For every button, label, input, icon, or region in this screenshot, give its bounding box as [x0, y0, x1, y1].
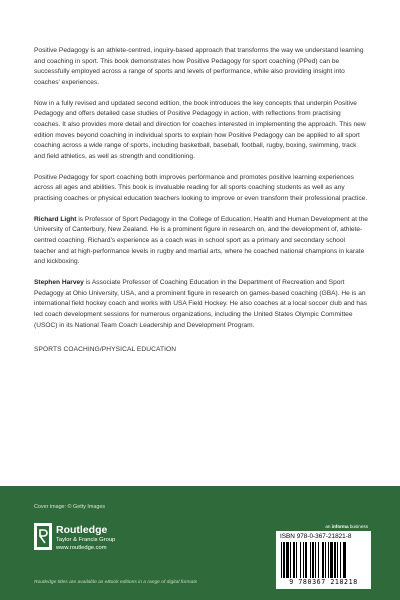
informa-suffix: business — [348, 524, 368, 529]
ebook-note: Routledge titles are available as eBook editions in a range of digital formats — [34, 580, 198, 585]
publisher-logo — [34, 523, 164, 553]
author-name: Stephen Harvey — [34, 279, 84, 287]
blurb-paragraph-1: Positive Pedagogy is an athlete-centred, inquiry-based approach that transforms the way we understand learning and coaching in sport. This book demonstrates how Positive Pedagogy for sport coaching (PPed) can be successfully employed across a range of sports and levels of performance, while also providing insight into coaches' experiences. — [34, 47, 364, 86]
routledge-logo-icon — [34, 523, 52, 550]
cover-image-credit: Cover image: © Getty Images — [34, 504, 106, 510]
subject-category: SPORTS COACHING/PHYSICAL EDUCATION — [34, 346, 177, 354]
isbn-label: ISBN 978-0-367-21821-8 — [280, 533, 352, 540]
publisher-footer — [0, 486, 400, 600]
blurb-paragraph-3: Positive Pedagogy for sport coaching both improves performance and promotes positive learning experiences across all ages and abilities. This book is invaluable reading for all sports coaching students as well as any practising coaches or physical education teachers looking to improve or even transform their professional practice. — [34, 173, 368, 202]
informa-brand: informa — [331, 524, 349, 529]
isbn-barcode-box — [276, 531, 371, 589]
author-bio-text: is Professor of Sport Pedagogy in the College of Education, Health and Human Development at the University of Canterbury, New Zealand. He is a prominent figure in research on, and the development of, athlete-centred coaching. Richard's experience as a coach was in school sport as a primary and secondary school teacher and at high-performance levels in rugby and martial arts, where he coached national champions in karate and kickboxing. — [34, 215, 368, 266]
blurb-paragraph-2: Now in a fully revised and updated second edition, the book introduces the key concepts that underpin Positive Pedagogy and offers detailed case studies of Positive Pedagogy in action, with reflections from practising coaches. It also provides more detail and direction for coaches interested in implementing the approach. This new edition moves beyond coaching in individual sports to explain how Positive Pedagogy can be applied to all sport coaching across a wide range of sports, including basketball, baseball, football, rugby, boxing, swimming, track and field athletics, as well as strength and conditioning. — [34, 99, 366, 160]
content-column — [34, 46, 368, 355]
author-name: Richard Light — [34, 215, 77, 223]
barcode-icon — [280, 542, 367, 578]
author-bio-harvey — [34, 278, 368, 331]
informa-prefix: an — [325, 524, 332, 529]
author-bio-text: is Associate Professor of Coaching Education in the Department of Recreation and Sport Pedagogy at Ohio University, USA, and a prominent figure in research on games-based coaching (GBA). He is an international field hockey coach and works with USA Field Hockey. He also coaches at a local soccer club and has led coach development sessions for numerous organizations, including the United States Olympic Committee (USOC) in its National Team Coach Leadership and Development Program. — [34, 279, 368, 329]
publisher-name: Routledge — [56, 524, 108, 536]
informa-business-label — [296, 524, 368, 529]
publisher-group: Taylor & Francis Group — [56, 537, 116, 543]
author-bio-light — [34, 215, 368, 268]
barcode-digits: 9 780367 218218 — [289, 578, 358, 586]
publisher-url[interactable]: www.routledge.com — [56, 545, 107, 551]
